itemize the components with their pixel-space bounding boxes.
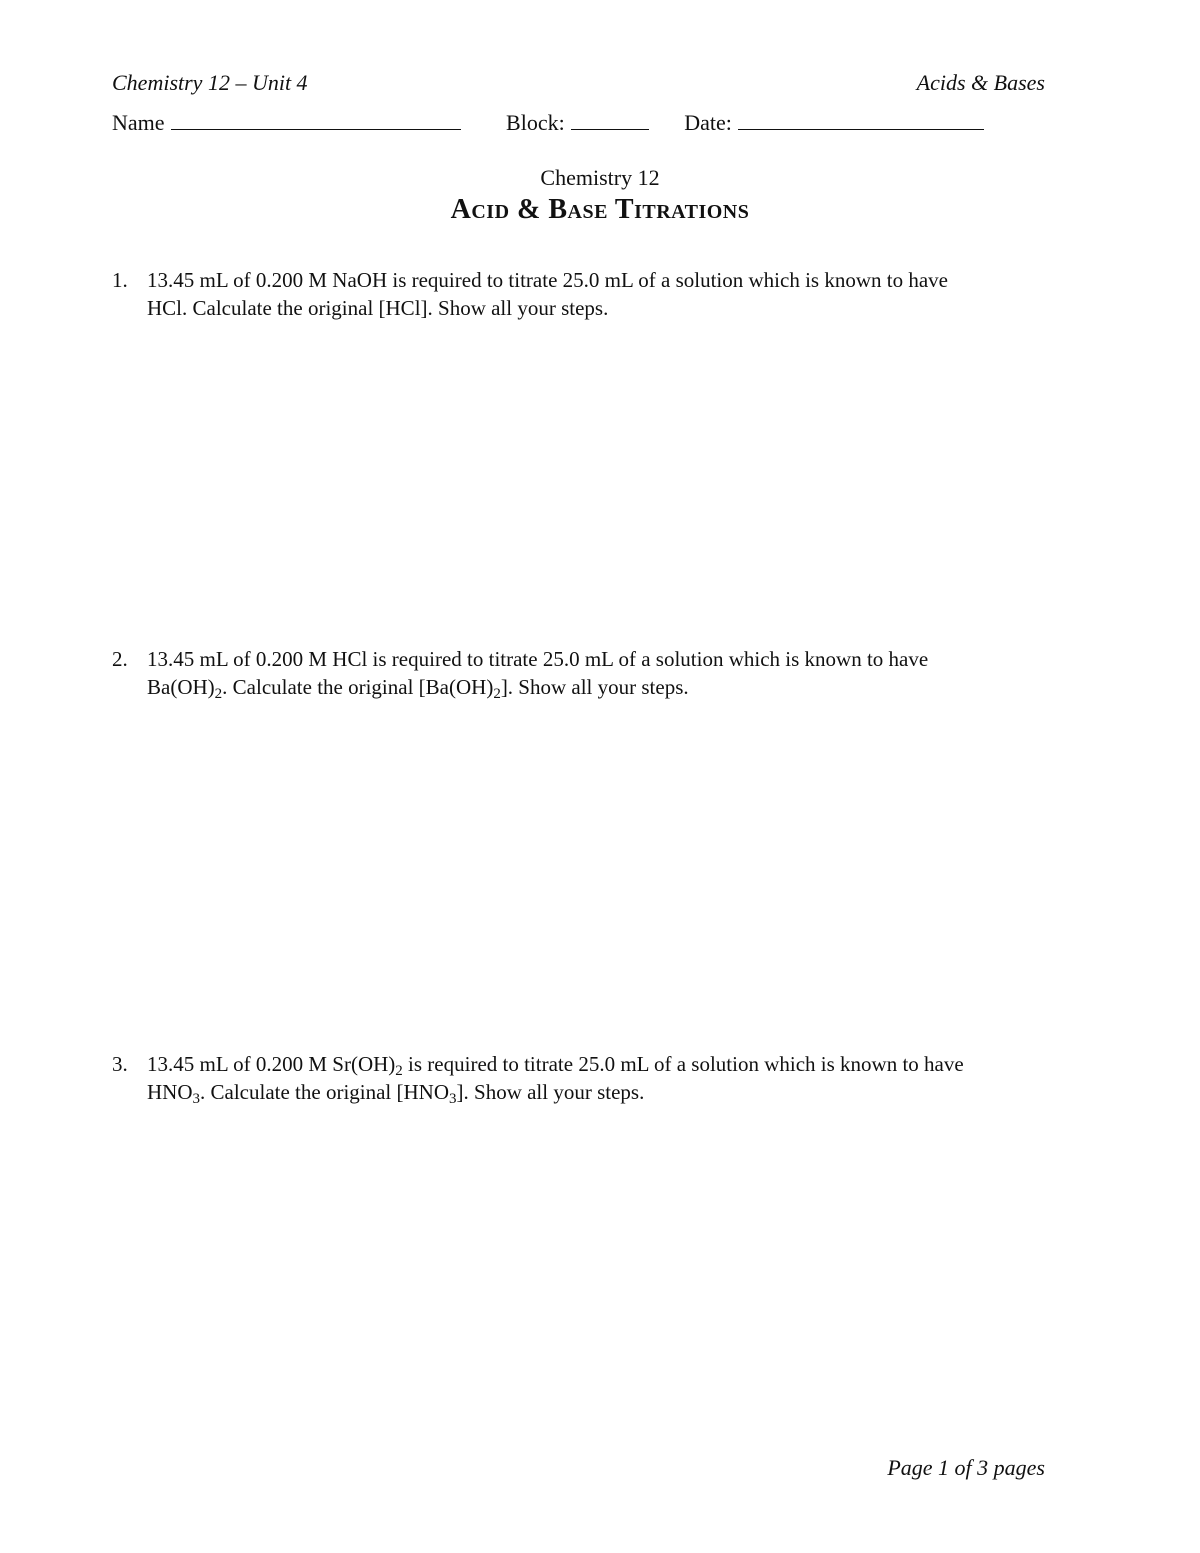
date-label: Date:	[684, 110, 732, 135]
question-text	[147, 266, 1072, 322]
name-label: Name	[112, 110, 165, 135]
question-text-segment: ]. Show all your steps.	[456, 1080, 645, 1104]
name-field	[112, 110, 461, 136]
student-info-fields	[112, 110, 984, 136]
question-2	[112, 645, 1072, 701]
page-number: Page 1 of 3 pages	[887, 1455, 1045, 1480]
subscript: 3	[449, 1091, 457, 1107]
question-line-2: HCl. Calculate the original [HCl]. Show all your steps.	[147, 296, 609, 320]
question-text	[147, 645, 1072, 701]
question-3	[112, 1050, 1072, 1106]
course-title: Chemistry 12	[540, 165, 660, 190]
question-text-segment: is required to titrate 25.0 mL of a solution which is known to have	[402, 1052, 964, 1076]
question-number: 1.	[112, 268, 128, 292]
header-topic: Acids & Bases	[916, 70, 1045, 95]
date-field	[684, 110, 984, 136]
header-course-unit: Chemistry 12 – Unit 4	[112, 70, 308, 95]
question-1	[112, 266, 1072, 322]
worksheet-title: Acid & Base Titrations	[450, 194, 750, 225]
question-line-1: 13.45 mL of 0.200 M NaOH is required to titrate 25.0 mL of a solution which is known to have	[147, 268, 948, 292]
subscript: 2	[214, 686, 223, 702]
block-label: Block:	[506, 110, 565, 135]
block-blank-line[interactable]	[571, 111, 649, 130]
question-number: 2.	[112, 647, 128, 671]
question-line-2	[147, 673, 1072, 701]
block-field	[506, 110, 649, 136]
question-text	[147, 1050, 1072, 1106]
question-line-2	[147, 1078, 1072, 1106]
question-text-segment: ]. Show all your steps.	[500, 675, 689, 699]
question-text-segment: . Calculate the original [HNO	[200, 1080, 450, 1104]
question-line-1: 13.45 mL of 0.200 M HCl is required to titrate 25.0 mL of a solution which is known to have	[147, 647, 929, 671]
question-line-1	[147, 1050, 1072, 1078]
formula-text: HNO	[147, 1080, 193, 1104]
question-number: 3.	[112, 1052, 128, 1076]
subscript: 2	[395, 1063, 403, 1079]
subscript: 2	[493, 686, 501, 702]
date-blank-line[interactable]	[738, 111, 984, 130]
subscript: 3	[192, 1091, 200, 1107]
question-text-segment: 13.45 mL of 0.200 M Sr(OH)	[147, 1052, 396, 1076]
question-text-segment: . Calculate the original [Ba(OH)	[222, 675, 494, 699]
name-blank-line[interactable]	[171, 111, 461, 130]
formula-text: Ba(OH)	[147, 675, 215, 699]
